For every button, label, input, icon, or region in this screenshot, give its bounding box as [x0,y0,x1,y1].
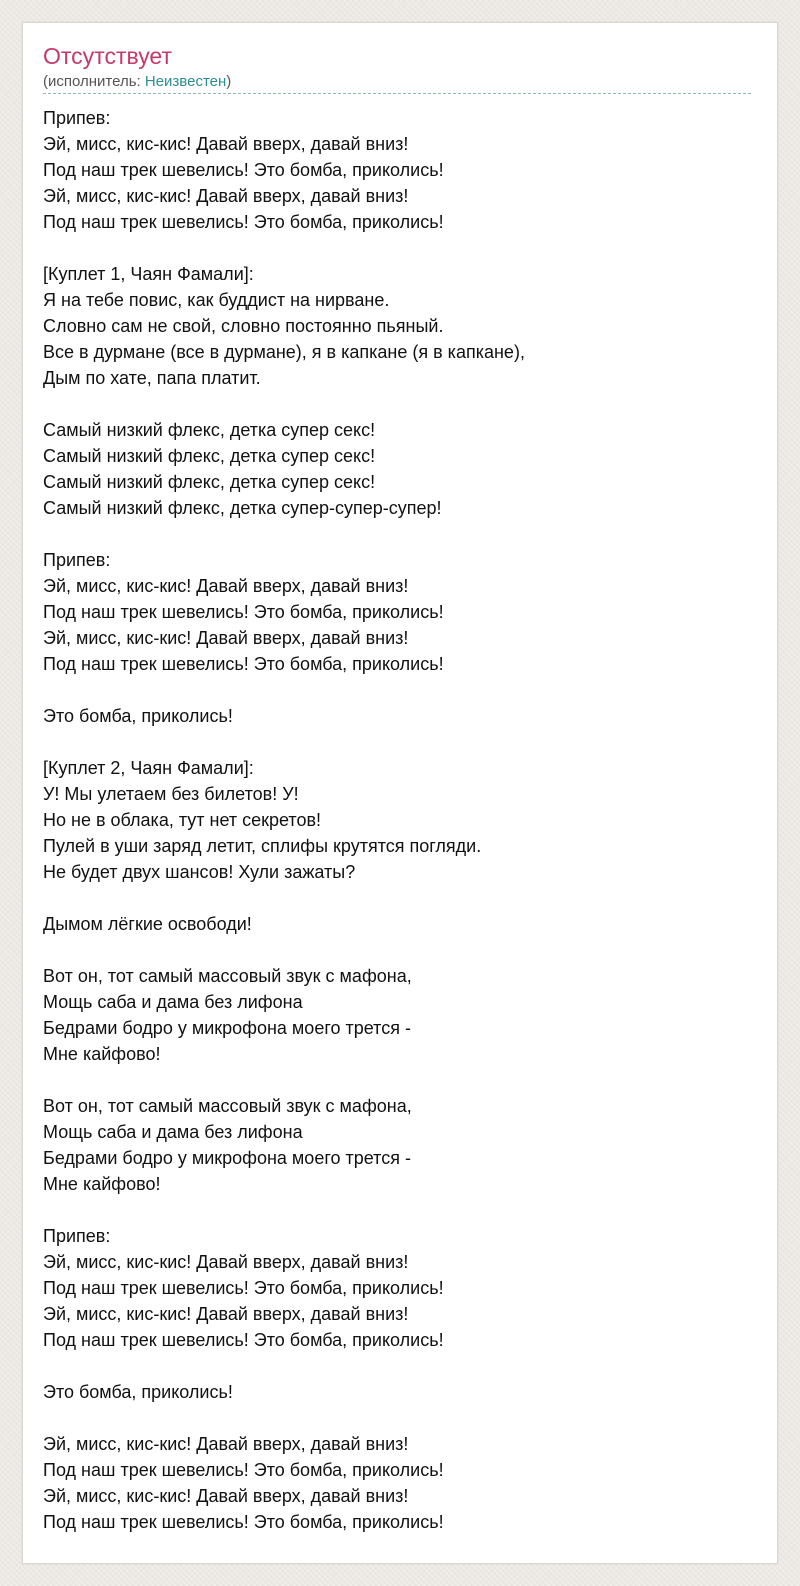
lyrics-card [22,22,778,1564]
lyric-line: Эй, мисс, кис-кис! Давай вверх, давай вниз! [43,1434,409,1454]
artist-suffix: ) [226,73,232,90]
lyric-line: Мощь саба и дама без лифона [43,992,303,1012]
lyric-blank-line [43,937,759,963]
lyric-blank-line [43,1197,759,1223]
lyric-line: Под наш трек шевелись! Это бомба, приколись! [43,212,444,232]
lyric-line: Бедрами бодро у микрофона моего трется - [43,1018,411,1038]
lyric-line: Вот он, тот самый массовый звук с мафона, [43,1096,412,1116]
lyric-line: Под наш трек шевелись! Это бомба, приколись! [43,1278,444,1298]
lyric-line: Дымом лёгкие освободи! [43,914,252,934]
lyric-line: Пулей в уши заряд летит, сплифы крутятся погляди. [43,836,482,856]
lyric-line: Под наш трек шевелись! Это бомба, приколись! [43,1512,444,1532]
artist-link[interactable]: Неизвестен [144,73,227,90]
lyric-line: Мне кайфово! [43,1174,161,1194]
lyric-line: Под наш трек шевелись! Это бомба, приколись! [43,160,444,180]
lyric-line: У! Мы улетаем без билетов! У! [43,784,299,804]
lyric-line: Это бомба, приколись! [43,706,233,726]
lyric-line: Бедрами бодро у микрофона моего трется - [43,1148,411,1168]
lyric-line: Эй, мисс, кис-кис! Давай вверх, давай вниз! [43,134,409,154]
lyric-line: Под наш трек шевелись! Это бомба, приколись! [43,602,444,622]
lyric-line: Самый низкий флекс, детка супер секс! [43,472,376,492]
lyric-line: Но не в облака, тут нет секретов! [43,810,322,830]
artist-prefix: (исполнитель: [43,73,145,90]
lyric-blank-line [43,677,759,703]
lyric-line: Дым по хате, папа платит. [43,368,261,388]
lyric-line: Не будет двух шансов! Хули зажаты? [43,862,356,882]
lyric-line: Под наш трек шевелись! Это бомба, приколись! [43,1460,444,1480]
lyric-line: Под наш трек шевелись! Это бомба, приколись! [43,654,444,674]
lyric-line: Самый низкий флекс, детка супер-супер-супер! [43,498,442,518]
lyric-line: Припев: [43,1226,111,1246]
lyric-line: Вот он, тот самый массовый звук с мафона, [43,966,412,986]
lyrics-text [43,105,759,1535]
lyric-blank-line [43,885,759,911]
lyric-line: Эй, мисс, кис-кис! Давай вверх, давай вниз! [43,1486,409,1506]
lyric-line: Под наш трек шевелись! Это бомба, приколись! [43,1330,444,1350]
lyric-line: Припев: [43,108,111,128]
lyric-line: Припев: [43,550,111,570]
lyric-line: Эй, мисс, кис-кис! Давай вверх, давай вниз! [43,1304,409,1324]
lyric-blank-line [43,729,759,755]
lyric-blank-line [43,391,759,417]
lyric-line: Эй, мисс, кис-кис! Давай вверх, давай вниз! [43,576,409,596]
lyric-line: Эй, мисс, кис-кис! Давай вверх, давай вниз! [43,628,409,648]
lyric-line: Самый низкий флекс, детка супер секс! [43,420,376,440]
lyric-blank-line [43,1405,759,1431]
song-title: Отсутствует [43,43,172,69]
header-divider [43,93,751,94]
lyric-blank-line [43,1353,759,1379]
lyric-line: Все в дурмане (все в дурмане), я в капкане (я в капкане), [43,342,525,362]
lyric-line: [Куплет 1, Чаян Фамали]: [43,264,254,284]
lyric-blank-line [43,1067,759,1093]
lyric-line: Эй, мисс, кис-кис! Давай вверх, давай вниз! [43,1252,409,1272]
lyric-line: Словно сам не свой, словно постоянно пьяный. [43,316,444,336]
lyric-line: Самый низкий флекс, детка супер секс! [43,446,376,466]
lyric-line: Я на тебе повис, как буддист на нирване. [43,290,390,310]
lyric-line: Мощь саба и дама без лифона [43,1122,303,1142]
lyric-line: Это бомба, приколись! [43,1382,233,1402]
lyric-line: Мне кайфово! [43,1044,161,1064]
artist-line [43,73,231,91]
lyric-line: Эй, мисс, кис-кис! Давай вверх, давай вниз! [43,186,409,206]
lyric-blank-line [43,521,759,547]
lyric-line: [Куплет 2, Чаян Фамали]: [43,758,254,778]
lyric-blank-line [43,235,759,261]
